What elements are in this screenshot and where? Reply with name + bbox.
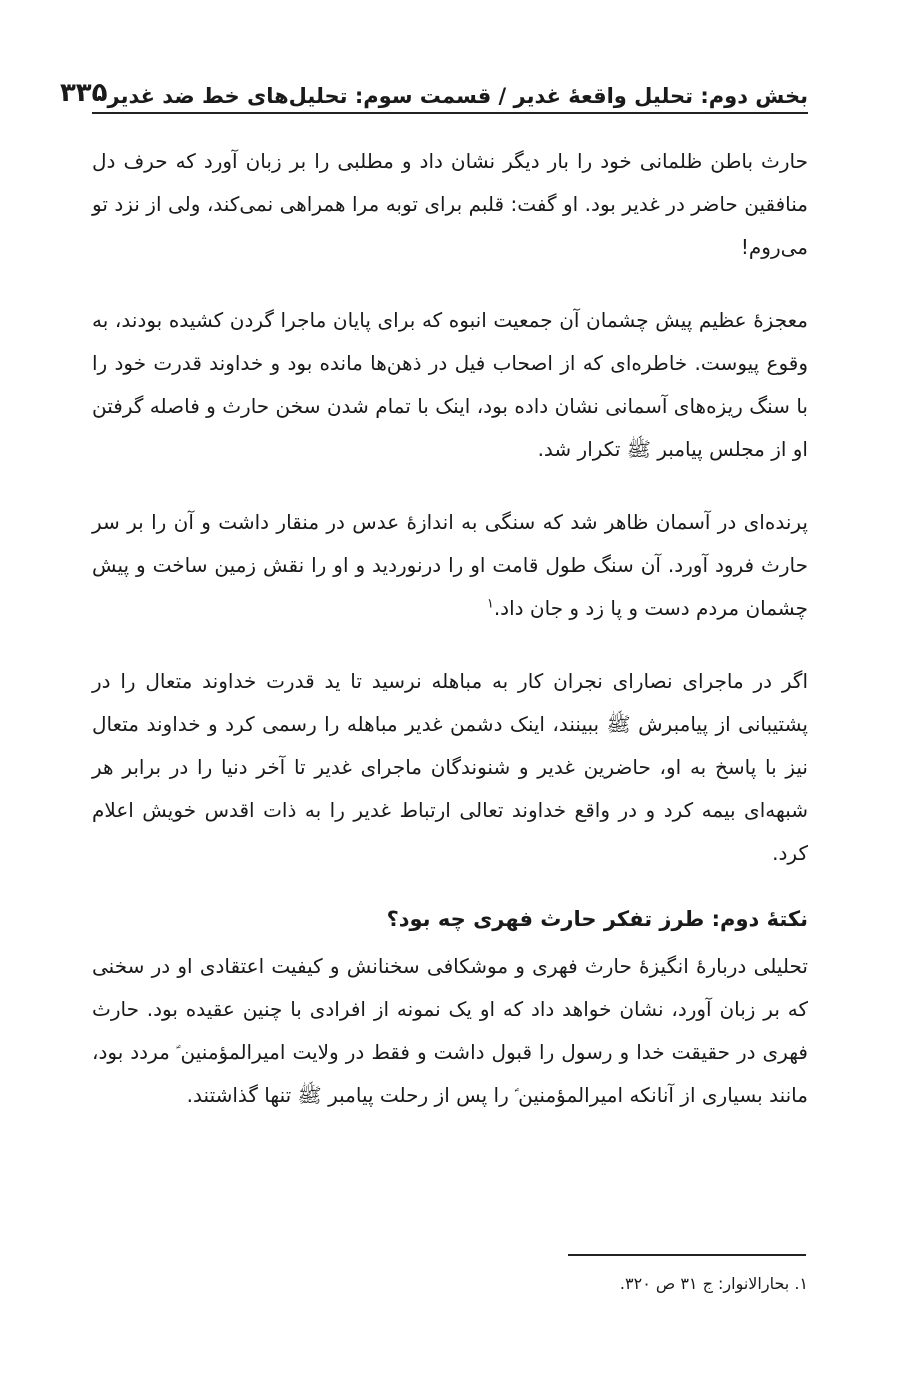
paragraph-4: اگر در ماجرای نصارای نجران کار به مباهله نرسید تا ید قدرت خداوند متعال را در پشتیبانی از پیامبرش ﷺ ببینند، اینک دشمن غدیر مباهله را رسمی کرد و خداوند متعال نیز با پاسخ به او، حاضرین غدیر و شنوندگان ماجرای غدیر تا آخر دنیا را در برابر هر شبهه‌ای بیمه کرد و در واقع خداوند تعالی ارتباط غدیر را به ذات اقدس خویش اعلام کرد. [92,669,808,865]
paragraph-3-text: پرنده‌ای در آسمان ظاهر شد که سنگی به اندازهٔ عدس در منقار داشت و آن را بر سر حارث فرود آورد. آن سنگ طول قامت او را درنوردید و او را نقش زمین ساخت و پیش چشمان مردم دست و پا زد و جان داد. [92,510,808,620]
book-page [59,62,808,1117]
section-heading: نکتهٔ دوم: طرز تفکر حارث فهری چه بود؟ [386,907,808,931]
body-text [92,140,808,1117]
page-number: ۳۳۵ [59,78,108,108]
footnote-divider [568,1254,806,1256]
footnote: ۱. بحارالانوار: ج ۳۱ ص ۳۲۰. [619,1274,808,1293]
footnote-reference[interactable]: ۱ [486,596,494,612]
paragraph-1: حارث باطن ظلمانی خود را بار دیگر نشان داد و مطلبی را بر زبان آورد که حرف دل منافقین حاضر در غدیر بود. او گفت: قلبم برای توبه مرا همراهی نمی‌کند، ولی از نزد تو می‌روم! [92,149,808,259]
paragraph-2: معجزهٔ عظیم پیش چشمان آن جمعیت انبوه که برای پایان ماجرا گردن کشیده بودند، به وقوع پیوست. خاطره‌ای که از اصحاب فیل در ذهن‌ها مانده بود و خداوند قدرت خود را با سنگ ریزه‌های آسمانی نشان داده بود، اینک با تمام شدن سخن حارث و فاصله گرفتن او از مجلس پیامبر ﷺ تکرار شد. [92,308,808,461]
running-title: بخش دوم: تحلیل واقعهٔ غدیر / قسمت سوم: تحلیل‌های خط ضد غدیر [107,84,808,108]
running-header [59,62,808,114]
paragraph-3 [92,501,808,630]
section-paragraph: تحلیلی دربارهٔ انگیزهٔ حارث فهری و موشکافی سخنانش و کیفیت اعتقادی او در سخنی که بر زبان آورد، نشان خواهد داد که او یک نمونه از افرادی با چنین عقیده بود. حارث فهری در حقیقت خدا و رسول را قبول داشت و فقط در ولایت امیرالمؤمنین ؑ مردد بود، مانند بسیاری از آنانکه امیرالمؤمنین ؑ را پس از رحلت پیامبر ﷺ تنها گذاشتند. [92,954,808,1107]
